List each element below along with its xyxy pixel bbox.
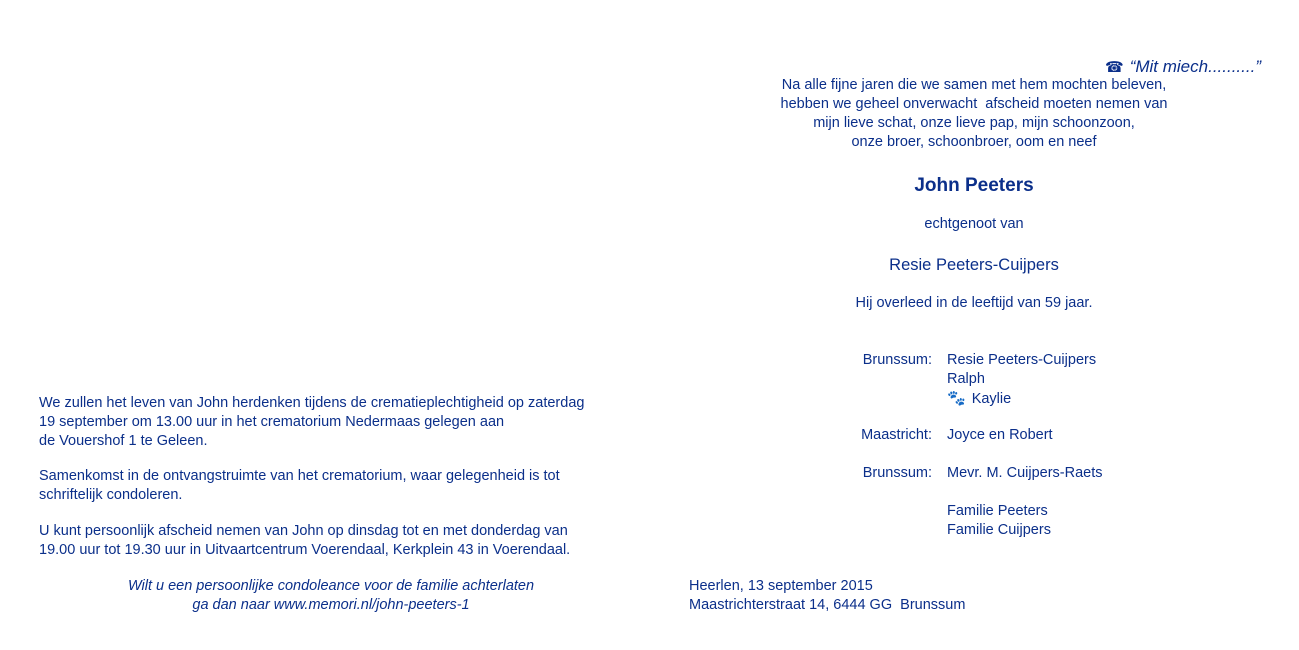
family-names-3: Mevr. M. Cuijpers-Raets bbox=[947, 465, 1103, 481]
signature-address: Maastrichterstraat 14, 6444 GG Brunssum bbox=[689, 597, 966, 613]
family-place-1: Brunssum: bbox=[862, 352, 932, 368]
intro-line: mijn lieve schat, onze lieve pap, mijn schoonzoon, bbox=[813, 115, 1135, 131]
family-place-2: Maastricht: bbox=[861, 427, 932, 443]
family-names-1 bbox=[947, 351, 1096, 409]
gathering-paragraph bbox=[39, 467, 639, 505]
phone-icon: ☎ bbox=[1105, 59, 1124, 76]
motto-text: “Mit miech..........” bbox=[1129, 57, 1261, 76]
farewell-line: U kunt persoonlijk afscheid nemen van John op dinsdag tot en met donderdag van bbox=[39, 523, 568, 539]
family-place-3: Brunssum: bbox=[862, 465, 932, 481]
intro-text bbox=[760, 76, 1188, 152]
signature-date: Heerlen, 13 september 2015 bbox=[689, 578, 873, 594]
ceremony-line: 19 september om 13.00 uur in het crematorium Nedermaas gelegen aan bbox=[39, 414, 505, 430]
deceased-name: John Peeters bbox=[914, 175, 1034, 196]
family-member: Familie Peeters bbox=[947, 503, 1048, 519]
family-names-2: Joyce en Robert bbox=[947, 427, 1053, 443]
intro-line: onze broer, schoonbroer, oom en neef bbox=[851, 134, 1097, 150]
signature-block bbox=[689, 577, 965, 615]
gathering-line: schriftelijk condoleren. bbox=[39, 487, 183, 503]
ceremony-line: de Vouershof 1 te Geleen. bbox=[39, 433, 208, 449]
gathering-line: Samenkomst in de ontvangstruimte van het crematorium, waar gelegenheid is tot bbox=[39, 468, 560, 484]
ceremony-line: We zullen het leven van John herdenken tijdens de crematieplechtigheid op zaterdag bbox=[39, 395, 585, 411]
farewell-paragraph bbox=[39, 522, 639, 560]
family-member: Resie Peeters-Cuijpers bbox=[947, 352, 1097, 368]
condolence-line: Wilt u een persoonlijke condoleance voor de familie achterlaten bbox=[127, 578, 535, 594]
family-member: Familie Cuijpers bbox=[947, 522, 1051, 538]
motto bbox=[1096, 37, 1261, 77]
condolence-note bbox=[39, 577, 623, 615]
farewell-line: 19.00 uur tot 19.30 uur in Uitvaartcentrum Voerendaal, Kerkplein 43 in Voerendaal. bbox=[39, 542, 571, 558]
spouse-label: echtgenoot van bbox=[924, 216, 1024, 232]
paw-icon: 🐾 bbox=[947, 390, 966, 407]
family-member: Ralph bbox=[947, 371, 985, 387]
condolence-link[interactable]: ga dan naar www.memori.nl/john-peeters-1 bbox=[192, 597, 470, 613]
intro-line: hebben we geheel onverwacht afscheid moeten nemen van bbox=[780, 96, 1168, 112]
ceremony-paragraph bbox=[39, 394, 639, 451]
spouse-name: Resie Peeters-Cuijpers bbox=[889, 256, 1059, 274]
intro-line: Na alle fijne jaren die we samen met hem mochten beleven, bbox=[781, 77, 1167, 93]
age-text: Hij overleed in de leeftijd van 59 jaar. bbox=[855, 295, 1093, 311]
family-names-4 bbox=[947, 502, 1051, 540]
family-member: 🐾 Kaylie bbox=[947, 390, 1012, 407]
